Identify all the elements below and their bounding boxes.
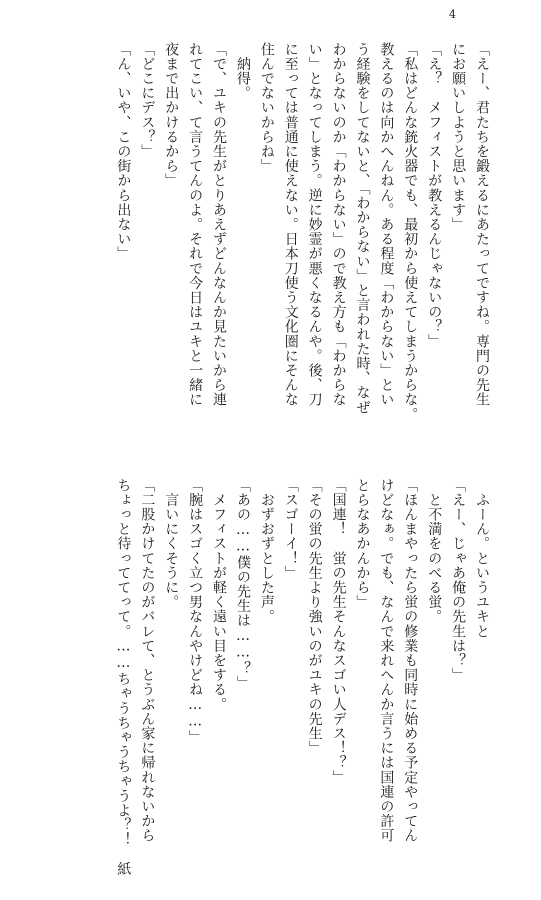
text-line: メフィストが軽く遠い目をする。 <box>211 478 228 712</box>
text-line: 「えー、じゃあ俺の先生は？」 <box>450 478 467 683</box>
text-line: と不満をのべる蛍。 <box>426 478 443 624</box>
text-line: れてこい、て言うてんのよ。それで今日はユキと一緒に <box>187 42 204 407</box>
text-line: 「えー、君たちを鍛えるにあたってですね。専門の先生 <box>474 42 490 407</box>
text-line: 納得。 <box>234 42 251 101</box>
text-line: 「二股かけてたのがバレて、とうぶん家に帰れないから <box>139 478 156 843</box>
text-line: 住んでないからね」 <box>258 42 275 174</box>
text-line: 「スゴーイ！」 <box>282 478 299 581</box>
text-line: う経験をしてないと、「わからない」と言われた時、なぜ <box>354 42 371 415</box>
text-line: 「え？ メフィストが教えるんじゃないの？」 <box>426 42 443 349</box>
text-line: 「腕はスゴく立つ男なんやけどね……」 <box>187 478 204 745</box>
text-line: 「その蛍の先生より強いのがユキの先生」 <box>306 478 323 756</box>
page-number: 4 <box>449 8 456 21</box>
text-line: に至っては普通に使えない。日本刀使う文化圏にそんな <box>282 42 299 407</box>
text-line: けどなぁ。でも、なんで来れへんか言うには国連の許可 <box>378 478 395 843</box>
text-line: おずおずとした声。 <box>258 478 275 624</box>
text-line: 「私はどんな銃火器でも、最初から使えてしまうからな。 <box>402 42 419 422</box>
text-line: 「ん、いや、この街から出ない」 <box>115 42 132 261</box>
text-line: 「で、ユキの先生がとりあえずどんなんか見たいから連 <box>211 42 228 407</box>
text-line: 言いにくそうに。 <box>163 478 180 610</box>
text-line: 「ほんまやったら蛍の修業も同時に始める予定やってん <box>402 478 419 843</box>
text-line: ふーん。というユキと <box>474 478 490 639</box>
text-line: わからないのか「わからない」ので教え方も「わからな <box>330 42 347 407</box>
text-line: 「国連！ 蛍の先生そんなスゴい人デス！？」 <box>330 478 347 785</box>
text-line: ちょっと待っててって。……ちゃうちゃうちゃうよ？！ 紙 <box>115 478 132 877</box>
text-line: とらなあかんから」 <box>354 478 371 610</box>
text-line: 夜まで出かけるから」 <box>163 42 180 188</box>
text-line: 「あの……僕の先生は……？」 <box>234 478 251 691</box>
text-line: い」となってしまう。逆に妙霊が悪くなるんや。後、刀 <box>306 42 323 407</box>
text-line: にお願いしようと思います」 <box>450 42 467 232</box>
text-line: 教えるのは向かへんねん。ある程度「わからない」とい <box>378 42 395 407</box>
bottom-text-block <box>111 478 494 878</box>
text-line: 「どこにデス？」 <box>139 42 156 159</box>
top-text-block <box>111 42 494 457</box>
